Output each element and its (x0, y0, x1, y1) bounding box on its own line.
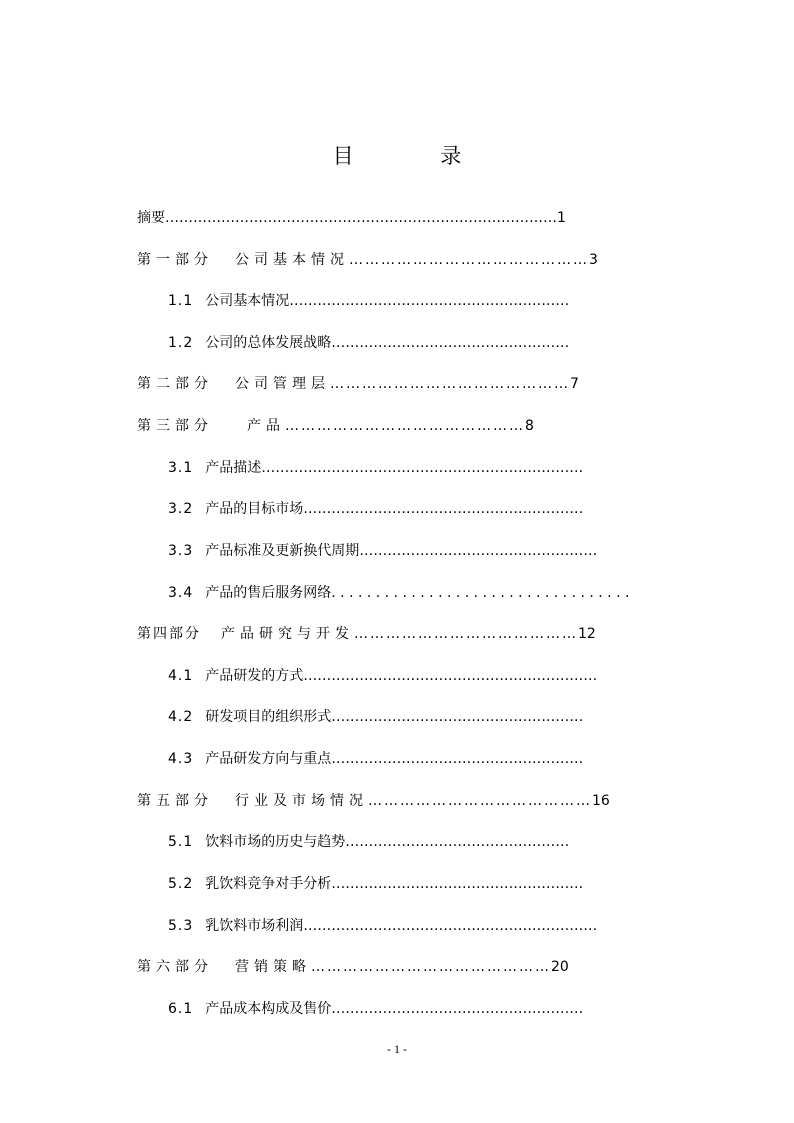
toc-leader-dots: ……………………………………… (311, 959, 551, 975)
toc-entry-part-6[interactable] (137, 958, 569, 976)
toc-section-number: 4.2 (168, 709, 194, 725)
toc-leader-dots: ………………………………………… (345, 834, 570, 850)
toc-section-number: 5.3 (168, 918, 194, 934)
toc-leader-dots: …………………………………………………………… (261, 460, 584, 476)
toc-part-title: 公司基本情况 (235, 252, 349, 268)
toc-leader-dots: …………………………………………………… (303, 501, 584, 517)
toc-part-label: 第五部分 (137, 793, 213, 809)
toc-section-number: 1.2 (168, 335, 194, 351)
toc-entry-5-3[interactable] (168, 917, 597, 935)
toc-leader-dots: …………………………………… (368, 793, 592, 809)
toc-section-title: 产品成本构成及售价 (205, 1001, 332, 1017)
toc-entry-4-3[interactable] (168, 750, 583, 768)
toc-part-title: 产品 (247, 418, 285, 434)
toc-entry-4-2[interactable] (168, 708, 583, 726)
toc-leader-dots: ……………………………………………………… (303, 668, 598, 684)
toc-leader-dots: ……………………………………………… (331, 709, 584, 725)
toc-entry-abstract[interactable] (137, 209, 566, 227)
toc-section-number: 5.1 (168, 834, 194, 850)
toc-page-number: 12 (578, 626, 596, 642)
toc-section-number: 3.2 (168, 501, 194, 517)
toc-entry-label: 摘要 (137, 210, 165, 226)
toc-leader-dots: . . . . . . . . . . . . . . . . . . . . . . . . . . . . . . . . . . (331, 585, 630, 601)
toc-section-number: 4.1 (168, 668, 194, 684)
toc-section-title: 公司基本情况 (205, 293, 290, 309)
toc-section-number: 3.3 (168, 543, 194, 559)
toc-entry-part-5[interactable] (137, 792, 610, 810)
toc-entry-1-1[interactable] (168, 292, 569, 310)
toc-section-title: 产品的售后服务网络 (205, 585, 332, 601)
toc-page-number: 7 (570, 376, 579, 392)
toc-part-label: 第四部分 (137, 626, 201, 642)
toc-section-title: 产品标准及更新换代周期 (205, 543, 360, 559)
toc-part-label: 第一部分 (137, 252, 213, 268)
toc-section-title: 公司的总体发展战略 (205, 335, 332, 351)
toc-entry-3-3[interactable] (168, 542, 597, 560)
toc-part-title: 营销策略 (235, 959, 311, 975)
toc-leader-dots: ……………………………………………… (331, 876, 584, 892)
toc-leader-dots: ……………………………………………………… (303, 918, 598, 934)
toc-entry-5-2[interactable] (168, 875, 583, 893)
toc-section-title: 乳饮料竞争对手分析 (205, 876, 332, 892)
toc-leader-dots: ………………………………………………………………………… (165, 210, 557, 226)
toc-entry-part-4[interactable] (137, 625, 596, 643)
toc-entry-part-2[interactable] (137, 375, 579, 393)
toc-leader-dots: …………………………………………………… (289, 293, 570, 309)
toc-entry-3-2[interactable] (168, 500, 583, 518)
toc-leader-dots: …………………………………………… (331, 335, 570, 351)
toc-entry-3-1[interactable] (168, 459, 583, 477)
toc-section-title: 研发项目的组织形式 (205, 709, 332, 725)
toc-part-title: 公司管理层 (235, 376, 330, 392)
toc-part-title: 行业及市场情况 (235, 793, 368, 809)
toc-page-number: 1 (557, 210, 566, 226)
toc-section-title: 饮料市场的历史与趋势 (205, 834, 346, 850)
toc-page-number: 8 (525, 418, 534, 434)
toc-leader-dots: ……………………………………… (285, 418, 525, 434)
toc-entry-6-1[interactable] (168, 1000, 583, 1018)
toc-section-title: 乳饮料市场利润 (205, 918, 304, 934)
page-title: 目 录 (332, 144, 502, 168)
toc-part-label: 第二部分 (137, 376, 213, 392)
toc-section-title: 产品研发方向与重点 (205, 751, 332, 767)
toc-entry-4-1[interactable] (168, 667, 597, 685)
toc-part-label: 第三部分 (137, 418, 213, 434)
toc-section-title: 产品描述 (205, 460, 262, 476)
toc-part-title: 产品研究与开发 (221, 626, 354, 642)
toc-entry-part-3[interactable] (137, 417, 534, 435)
toc-leader-dots: …………………………………………… (359, 543, 598, 559)
toc-section-title: 产品研发的方式 (205, 668, 304, 684)
toc-entry-1-2[interactable] (168, 334, 569, 352)
toc-section-title: 产品的目标市场 (205, 501, 304, 517)
toc-leader-dots: ……………………………………… (349, 252, 589, 268)
toc-part-label: 第六部分 (137, 959, 213, 975)
toc-entry-3-4[interactable] (168, 584, 629, 602)
toc-section-number: 3.1 (168, 460, 194, 476)
toc-section-number: 5.2 (168, 876, 194, 892)
toc-leader-dots: ……………………………………… (330, 376, 570, 392)
toc-leader-dots: ……………………………………………… (331, 751, 584, 767)
page-number-footer: - 1 - (387, 1042, 407, 1056)
toc-section-number: 3.4 (168, 585, 194, 601)
toc-section-number: 4.3 (168, 751, 194, 767)
toc-leader-dots: ……………………………………………… (331, 1001, 584, 1017)
toc-page-number: 20 (551, 959, 569, 975)
toc-page-number: 16 (592, 793, 610, 809)
toc-entry-5-1[interactable] (168, 833, 569, 851)
toc-section-number: 6.1 (168, 1001, 194, 1017)
toc-leader-dots: …………………………………… (354, 626, 578, 642)
toc-section-number: 1.1 (168, 293, 194, 309)
toc-page-number: 3 (589, 252, 598, 268)
toc-entry-part-1[interactable] (137, 251, 598, 269)
